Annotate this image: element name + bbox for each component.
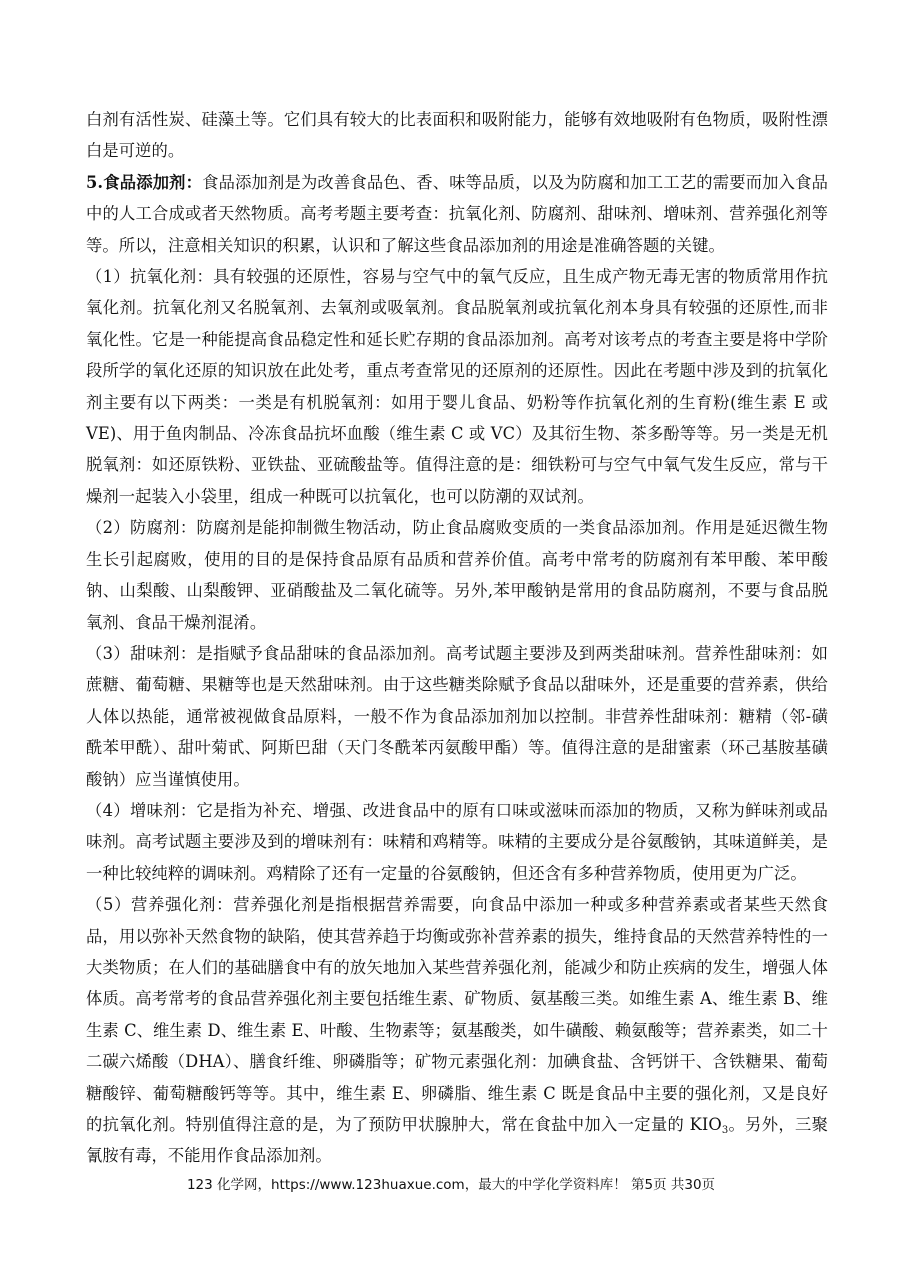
subscript-3: 3 xyxy=(721,1125,729,1136)
paragraph-flavor-enhancers: （4）增味剂：它是指为补充、增强、改进食品中的原有口味或滋味而添加的物质，又称为鲜味剂或品味剂。高考试题主要涉及到的增味剂有：味精和鸡精等。味精的主要成分是谷氨酸钠，其味道鲜美，是一种比较纯粹的调味剂。鸡精除了还有一定量的谷氨酸钠，但还含有多种营养物质，使用更为广泛。 xyxy=(86,800,828,883)
paragraph-food-additives: 5.食品添加剂：食品添加剂是为改善食品色、香、味等品质，以及为防腐和加工工艺的需要而加入食品中的人工合成或者天然物质。高考考题主要考查：抗氧化剂、防腐剂、甜味剂、增味剂、营养强化剂等等。所以，注意相关知识的积累，认识和了解这些食品添加剂的用途是准确答题的关键。 xyxy=(86,172,828,255)
paragraph-sweeteners: （3）甜味剂：是指赋予食品甜味的食品添加剂。高考试题主要涉及到两类甜味剂。营养性甜味剂：如蔗糖、葡萄糖、果糖等也是天然甜味剂。由于这些糖类除赋予食品以甜味外，还是重要的营养素，供给人体以热能，通常被视做食品原料，一般不作为食品添加剂加以控制。非营养性甜味剂：糖精（邻-磺酰苯甲酰）、甜叶菊甙、阿斯巴甜（天门冬酰苯丙氨酸甲酯）等。值得注意的是甜蜜素（环己基胺基磺酸钠）应当谨慎使用。 xyxy=(86,643,828,789)
paragraph-nutrition-fortifiers: （5）营养强化剂：营养强化剂是指根据营养需要，向食品中添加一种或多种营养素或者某些天然食品，用以弥补天然食物的缺陷，使其营养趋于均衡或弥补营养素的损失，维持食品的天然营养特性的一大类物质；在人们的基础膳食中有的放矢地加入某些营养强化剂，能减少和防止疾病的发生，增强人体体质。高考常考的食品营养强化剂主要包括维生素、矿物质、氨基酸三类。如维生素 A、维生素 B、维生素 C、维生素 D、维生素 E、叶酸、生物素等；氨基酸类，如牛磺酸、赖氨酸等；营养素类，如二十二碳六烯酸（DHA）、膳食纤维、卵磷脂等；矿物元素强化剂：加碘食盐、含钙饼干、含铁糖果、葡萄糖酸锌、葡萄糖酸钙等等。其中，维生素 E、卵磷脂、维生素 C 既是食品中主要的强化剂，又是良好的抗氧化剂。特别值得注意的是，为了预防甲状腺肿大，常在食盐中加入一定量的 $KIO_3$。另外，三聚氰胺有毒，不能用作食品添加剂。 xyxy=(86,895,828,1166)
paragraph-preservatives: （2）防腐剂：防腐剂是能抑制微生物活动，防止食品腐败变质的一类食品添加剂。作用是延迟微生物生长引起腐败，使用的目的是保持食品原有品质和营养价值。高考中常考的防腐剂有苯甲酸、苯甲酸钠、山梨酸、山梨酸钾、亚硝酸盐及二氧化硫等。另外,苯甲酸钠是常用的食品防腐剂，不要与食品脱氧剂、食品干燥剂混淆。 xyxy=(86,518,828,632)
paragraph-bleach-continuation: 白剂有活性炭、硅藻土等。它们具有较大的比表面积和吸附能力，能够有效地吸附有色物质，吸附性漂白是可逆的。 xyxy=(86,110,828,161)
section-heading-food-additives: 5.食品添加剂： xyxy=(86,172,203,192)
paragraph-antioxidants: （1）抗氧化剂：具有较强的还原性，容易与空气中的氧气反应，且生成产物无毒无害的物质常用作抗氧化剂。抗氧化剂又名脱氧剂、去氧剂或吸氧剂。食品脱氧剂或抗氧化剂本身具有较强的还原性,而非氧化性。它是一种能提高食品稳定性和延长贮存期的食品添加剂。高考对该考点的考查主要是将中学阶段所学的氧化还原的知识放在此处考，重点考查常见的还原剂的还原性。因此在考题中涉及到的抗氧化剂主要有以下两类：一类是有机脱氧剂：如用于婴儿食品、奶粉等作抗氧化剂的生育粉(维生素 E 或 VE)、用于鱼肉制品、冷冻食品抗坏血酸（维生素 C 或 VC）及其衍生物、茶多酚等等。另一类是无机脱氧剂：如还原铁粉、亚铁盐、亚硫酸盐等。值得注意的是：细铁粉可与空气中氧气发生反应，常与干燥剂一起装入小袋里，组成一种既可以抗氧化，也可以防潮的双试剂。 xyxy=(86,267,828,506)
page-footer: 123 化学网，https://www.123huaxue.com，最大的中学化学资料库！ 第5页 共30页 xyxy=(186,1177,716,1193)
body-text xyxy=(86,104,828,1172)
